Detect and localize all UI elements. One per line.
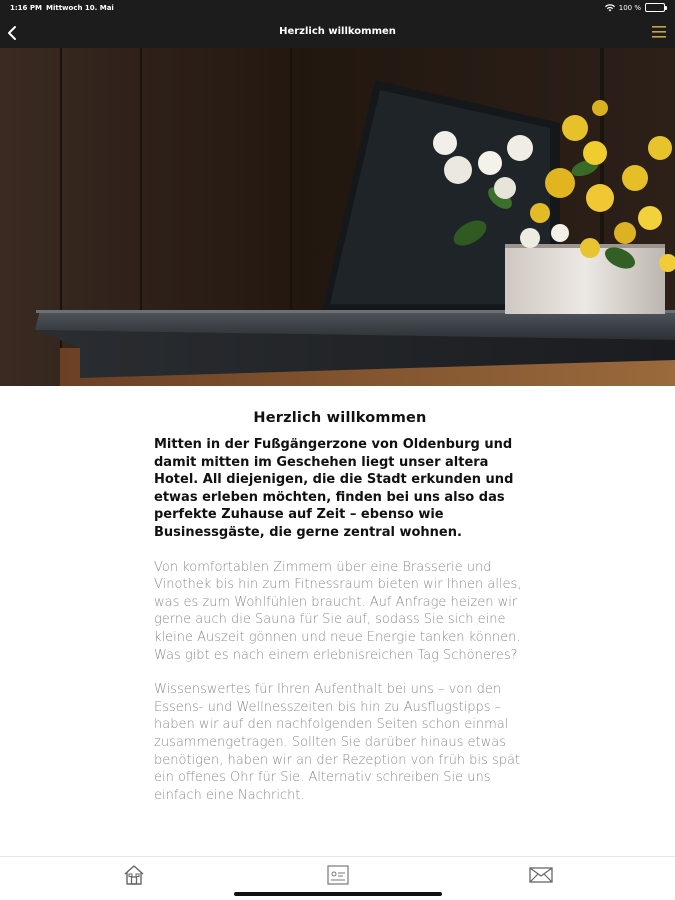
info-card-icon[interactable]: [325, 863, 351, 887]
hero-image: [0, 48, 675, 386]
hotel-reception-illustration: [0, 48, 675, 386]
nav-title: Herzlich willkommen: [279, 26, 396, 37]
status-right: [605, 3, 665, 12]
hamburger-menu-icon[interactable]: [651, 25, 667, 39]
welcome-content: [154, 410, 526, 856]
battery-percent: 100 %: [618, 3, 641, 12]
battery-icon: [645, 3, 665, 12]
lead-paragraph: Mitten in der Fußgängerzone von Oldenburg und damit mitten im Geschehen liegt unser altera Hotel. All diejenigen, die die Stadt erkunden und etwas erleben möchten, finden bei uns also das perfekte Zuhause auf Zeit – ebenso wie Businessgäste, die gerne zentral wohnen.: [154, 437, 514, 540]
status-bar: [0, 0, 675, 18]
page-title: Herzlich willkommen: [253, 410, 427, 426]
nav-bar: [0, 18, 675, 48]
body-paragraph: Von komfortablen Zimmern über eine Brasserie und Vinothek bis hin zum Fitnessraum bieten wir Ihnen alles, was es zum Wohlfühlen braucht. Auf Anfrage heizen wir gerne auch die Sauna für Sie auf, sodass Sie sich eine kleine Auszeit gönnen und neue Energie tanken können. Was gibt es nach einem erlebnisreichen Tag Schöneres?: [154, 559, 522, 663]
status-time: 1:16 PM: [10, 4, 42, 12]
mail-icon[interactable]: [528, 863, 554, 887]
wifi-icon: [605, 4, 615, 12]
home-indicator[interactable]: [234, 892, 442, 896]
status-date: Mittwoch 10. Mai: [46, 4, 114, 12]
home-icon[interactable]: [121, 863, 147, 887]
body-paragraph: Wissenswertes für Ihren Aufenthalt bei uns – von den Essens- und Wellnesszeiten bis hin zu Ausflugstipps – haben wir auf den nachfolgenden Seiten schon einmal zusammengetragen. Sollten Sie darüber hinaus etwas benötigen, haben wir an der Rezeption von früh bis spät ein offenes Ohr für Sie. Alternativ schreiben Sie uns einfach eine Nachricht.: [154, 682, 521, 803]
